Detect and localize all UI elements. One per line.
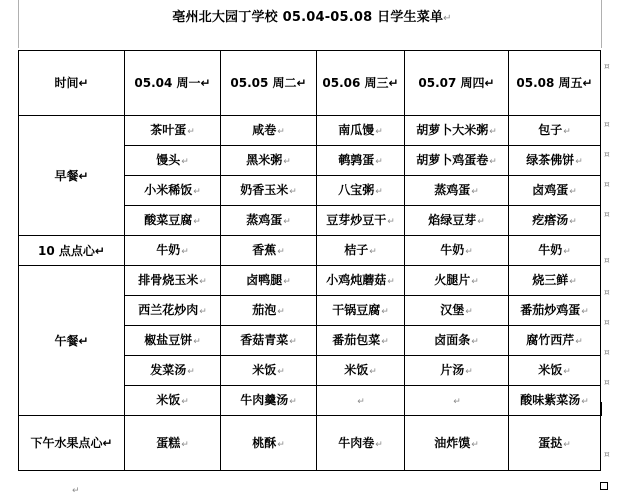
meal-label: 下午水果点心 xyxy=(30,436,103,450)
menu-item-cell[interactable]: 疙瘩汤↵ xyxy=(509,206,601,236)
menu-item: 小米稀饭 xyxy=(144,183,193,197)
meal-label: 早餐 xyxy=(54,168,79,183)
menu-item-cell[interactable]: 椒盐豆饼↵ xyxy=(125,326,221,356)
menu-item: 蒸鸡蛋 xyxy=(434,183,471,197)
menu-item-cell[interactable]: 米饭↵ xyxy=(221,356,317,386)
menu-item: 西兰花炒肉 xyxy=(138,303,199,317)
menu-item-cell[interactable]: 茶叶蛋↵ xyxy=(125,116,221,146)
menu-item: 米饭 xyxy=(252,363,277,377)
menu-item-cell[interactable]: 腐竹西芹↵ xyxy=(509,326,601,356)
menu-item: 牛肉卷 xyxy=(338,435,375,450)
menu-item: 胡萝卜鸡蛋卷 xyxy=(416,153,489,167)
menu-item: 酸菜豆腐 xyxy=(144,213,193,227)
menu-item: 豆芽炒豆干 xyxy=(326,213,387,227)
menu-item-cell[interactable]: 汉堡↵ xyxy=(405,296,509,326)
menu-item: 牛奶 xyxy=(440,243,465,257)
menu-item-cell[interactable]: 卤鸭腿↵ xyxy=(221,266,317,296)
menu-item: 米饭 xyxy=(156,393,181,407)
menu-item-cell[interactable]: 包子↵ xyxy=(509,116,601,146)
menu-item: 火腿片 xyxy=(434,273,471,287)
menu-item-cell[interactable]: 发菜汤↵ xyxy=(125,356,221,386)
menu-row xyxy=(19,416,601,471)
menu-item: 卤面条 xyxy=(434,333,471,347)
row-end-mark: ¤ xyxy=(604,150,610,160)
menu-item: 片汤 xyxy=(440,363,465,377)
menu-item: 牛奶 xyxy=(538,243,563,257)
menu-item-cell[interactable]: 番茄包菜↵ xyxy=(317,326,405,356)
menu-item-cell[interactable]: 西兰花炒肉↵ xyxy=(125,296,221,326)
menu-item: 番茄炒鸡蛋 xyxy=(520,303,581,317)
menu-item-cell[interactable]: 火腿片↵ xyxy=(405,266,509,296)
menu-item-cell[interactable]: 奶香玉米↵ xyxy=(221,176,317,206)
menu-item-cell[interactable]: 蛋挞↵ xyxy=(509,416,601,471)
menu-item-cell[interactable]: 香菇青菜↵ xyxy=(221,326,317,356)
menu-item-cell[interactable]: 馒头↵ xyxy=(125,146,221,176)
menu-item-cell[interactable]: 绿茶佛饼↵ xyxy=(509,146,601,176)
menu-item: 汉堡 xyxy=(440,303,465,317)
time-header-cell[interactable]: 时间↵ xyxy=(19,51,125,116)
menu-item-cell[interactable]: 小米稀饭↵ xyxy=(125,176,221,206)
meal-label: 10 点点心 xyxy=(38,243,95,258)
text-cursor xyxy=(600,402,602,416)
row-end-mark: ¤ xyxy=(604,348,610,358)
menu-item: 八宝粥 xyxy=(338,183,375,197)
menu-item-cell[interactable]: 豆芽炒豆干↵ xyxy=(317,206,405,236)
menu-item: 椒盐豆饼 xyxy=(144,333,193,347)
menu-item-cell[interactable]: 牛奶↵ xyxy=(509,236,601,266)
menu-item-cell[interactable]: 片汤↵ xyxy=(405,356,509,386)
menu-item-cell[interactable]: 米饭↵ xyxy=(509,356,601,386)
menu-item: 疙瘩汤 xyxy=(532,213,569,227)
menu-item-cell[interactable]: 小鸡炖蘑菇↵ xyxy=(317,266,405,296)
meal-label-cell[interactable]: 早餐↵ xyxy=(19,116,125,236)
menu-item: 油炸馍 xyxy=(434,435,471,450)
menu-item: 馒头 xyxy=(156,153,181,167)
day-header-cell[interactable]: 05.04 周一↵ xyxy=(125,51,221,116)
menu-item-cell[interactable]: 牛肉卷↵ xyxy=(317,416,405,471)
menu-item-cell[interactable]: 胡萝卜大米粥↵ xyxy=(405,116,509,146)
row-end-mark: ¤ xyxy=(604,378,610,388)
menu-item-cell[interactable]: 牛奶↵ xyxy=(405,236,509,266)
day-header-cell[interactable]: 05.05 周二↵ xyxy=(221,51,317,116)
menu-item: 南瓜馒 xyxy=(338,123,375,137)
menu-item-cell[interactable]: 桃酥↵ xyxy=(221,416,317,471)
table-resize-handle[interactable] xyxy=(600,482,608,490)
menu-item-cell[interactable]: 米饭↵ xyxy=(317,356,405,386)
menu-item: 腐竹西芹 xyxy=(526,333,575,347)
menu-item-cell[interactable]: 番茄炒鸡蛋↵ xyxy=(509,296,601,326)
document-title: 亳州北大园丁学校 05.04-05.08 日学生菜单↵ xyxy=(172,10,452,25)
header-row xyxy=(19,51,601,116)
menu-table-body xyxy=(19,51,601,471)
menu-item: 发菜汤 xyxy=(150,363,187,377)
day-header-cell[interactable]: 05.06 周三↵ xyxy=(317,51,405,116)
menu-item-cell[interactable]: 牛肉羹汤↵ xyxy=(221,386,317,416)
menu-item-cell[interactable]: 蛋糕↵ xyxy=(125,416,221,471)
day-header-cell[interactable]: 05.08 周五↵ xyxy=(509,51,601,116)
menu-item: 牛奶 xyxy=(156,243,181,257)
menu-item: 蛋挞 xyxy=(538,435,563,450)
menu-item: 茶叶蛋 xyxy=(150,123,187,137)
menu-item: 酸味紫菜汤 xyxy=(520,393,581,407)
menu-item-cell[interactable]: 卤鸡蛋↵ xyxy=(509,176,601,206)
menu-item-cell[interactable]: 蒸鸡蛋↵ xyxy=(405,176,509,206)
menu-item-cell[interactable]: 焰绿豆芽↵ xyxy=(405,206,509,236)
menu-row xyxy=(19,116,601,146)
menu-item-cell[interactable]: 排骨烧玉米↵ xyxy=(125,266,221,296)
row-end-mark: ¤ xyxy=(604,450,610,460)
menu-item-cell[interactable]: 鹌鹑蛋↵ xyxy=(317,146,405,176)
menu-item: 干锅豆腐 xyxy=(332,303,381,317)
menu-item: 香菇青菜 xyxy=(240,333,289,347)
menu-item: 牛肉羹汤 xyxy=(240,393,289,407)
menu-table xyxy=(18,50,601,471)
menu-item-cell[interactable]: 胡萝卜鸡蛋卷↵ xyxy=(405,146,509,176)
menu-item-cell[interactable]: 干锅豆腐↵ xyxy=(317,296,405,326)
menu-item: 米饭 xyxy=(538,363,563,377)
menu-item: 茄泡 xyxy=(252,303,277,317)
menu-item: 胡萝卜大米粥 xyxy=(416,123,489,137)
menu-item: 卤鸭腿 xyxy=(246,273,283,287)
menu-item: 桃酥 xyxy=(252,435,277,450)
menu-item-cell[interactable]: 牛奶↵ xyxy=(125,236,221,266)
menu-item: 桔子 xyxy=(344,243,369,257)
menu-item: 黑米粥 xyxy=(246,153,283,167)
menu-item: 鹌鹑蛋 xyxy=(338,153,375,167)
meal-label-cell[interactable]: 下午水果点心↵ xyxy=(19,416,125,471)
meal-label-cell[interactable]: 10 点点心↵ xyxy=(19,236,125,266)
menu-item-cell[interactable]: 蒸鸡蛋↵ xyxy=(221,206,317,236)
menu-item: 番茄包菜 xyxy=(332,333,381,347)
menu-item: 焰绿豆芽 xyxy=(428,213,477,227)
menu-item-cell[interactable]: 酸味紫菜汤↵ xyxy=(509,386,601,416)
menu-item-cell[interactable]: 桔子↵ xyxy=(317,236,405,266)
menu-item-cell[interactable]: ↵ xyxy=(317,386,405,416)
menu-item: 包子 xyxy=(538,123,563,137)
menu-item-cell[interactable]: 香蕉↵ xyxy=(221,236,317,266)
menu-item-cell[interactable]: 南瓜馒↵ xyxy=(317,116,405,146)
row-end-mark: ¤ xyxy=(604,318,610,328)
menu-row xyxy=(19,266,601,296)
row-end-mark: ¤ xyxy=(604,210,610,220)
paragraph-mark: ↵ xyxy=(72,486,80,496)
day-header-cell[interactable]: 05.07 周四↵ xyxy=(405,51,509,116)
menu-item-cell[interactable]: 酸菜豆腐↵ xyxy=(125,206,221,236)
row-end-mark: ¤ xyxy=(604,288,610,298)
menu-item: 卤鸡蛋 xyxy=(532,183,569,197)
menu-item-cell[interactable]: 黑米粥↵ xyxy=(221,146,317,176)
menu-item-cell[interactable]: 咸卷↵ xyxy=(221,116,317,146)
menu-item: 米饭 xyxy=(344,363,369,377)
menu-item: 绿茶佛饼 xyxy=(526,153,575,167)
row-end-mark: ¤ xyxy=(604,256,610,266)
menu-item: 小鸡炖蘑菇 xyxy=(326,273,387,287)
row-end-mark: ¤ xyxy=(604,62,610,72)
menu-item: 烧三鲜 xyxy=(532,273,569,287)
menu-item-cell[interactable]: 卤面条↵ xyxy=(405,326,509,356)
menu-item: 排骨烧玉米 xyxy=(138,273,199,287)
row-end-mark: ¤ xyxy=(604,120,610,130)
menu-item-cell[interactable]: 油炸馍↵ xyxy=(405,416,509,471)
menu-item-cell[interactable]: 八宝粥↵ xyxy=(317,176,405,206)
menu-item-cell[interactable]: 烧三鲜↵ xyxy=(509,266,601,296)
meal-label: 午餐 xyxy=(54,333,79,348)
menu-item: 奶香玉米 xyxy=(240,183,289,197)
menu-item: 蒸鸡蛋 xyxy=(246,213,283,227)
row-end-mark: ¤ xyxy=(604,180,610,190)
meal-label-cell[interactable]: 午餐↵ xyxy=(19,266,125,416)
menu-item: 香蕉 xyxy=(252,243,277,257)
menu-item: 咸卷 xyxy=(252,123,277,137)
menu-item-cell[interactable]: 茄泡↵ xyxy=(221,296,317,326)
menu-row xyxy=(19,236,601,266)
menu-item-cell[interactable]: 米饭↵ xyxy=(125,386,221,416)
menu-item-cell[interactable]: ↵ xyxy=(405,386,509,416)
menu-item: 蛋糕 xyxy=(156,435,181,450)
